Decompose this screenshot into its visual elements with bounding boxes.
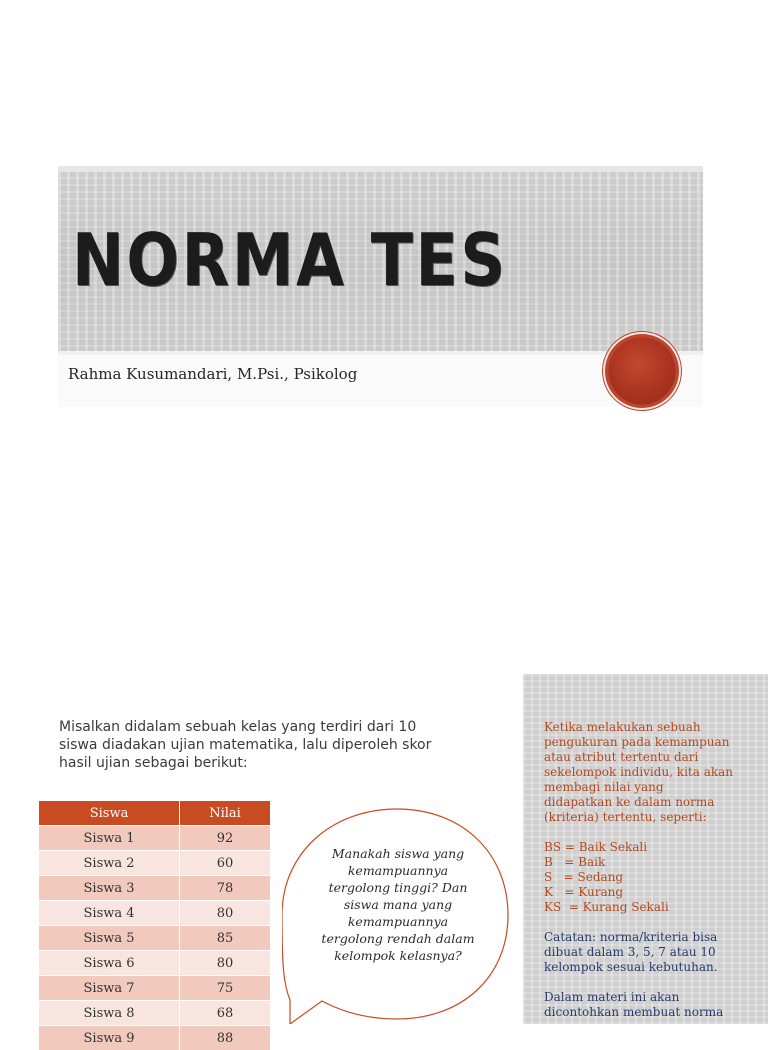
table-row: [39, 876, 271, 901]
table-row: [39, 901, 271, 926]
sidebar-note: Catatan: norma/kriteria bisa dibuat dalam 3, 5, 7 atau 10 kelompok sesuai kebutuhan.: [544, 930, 734, 975]
sidebar-paragraph-3: Dalam materi ini akan dicontohkan membuat norma: [544, 990, 734, 1020]
student-cell: Siswa 6: [39, 951, 180, 976]
criteria-item: K = Kurang: [544, 885, 623, 899]
criteria-item: S = Sedang: [544, 870, 623, 884]
sidebar-panel: [523, 674, 768, 1024]
criteria-item: B = Baik: [544, 855, 605, 869]
intro-paragraph: Misalkan didalam sebuah kelas yang terdiri dari 10 siswa diadakan ujian matematika, lalu diperoleh skor hasil ujian sebagai berikut:: [59, 718, 459, 772]
score-cell: 85: [180, 926, 271, 951]
table-row: [39, 926, 271, 951]
bubble-question: Manakah siswa yang kemampuannya tergolong tinggi? Dan siswa mana yang kemampuannya tergolong rendah dalam kelompok kelasnya?: [318, 845, 478, 964]
column-header-siswa: Siswa: [39, 801, 180, 826]
content-slide: [0, 640, 768, 1024]
student-cell: Siswa 1: [39, 826, 180, 851]
student-cell: Siswa 8: [39, 1001, 180, 1026]
score-table: [39, 801, 271, 1050]
score-cell: 92: [180, 826, 271, 851]
student-cell: Siswa 3: [39, 876, 180, 901]
criteria-item: BS = Baik Sekali: [544, 840, 647, 854]
slide-subtitle: Rahma Kusumandari, M.Psi., Psikolog: [68, 365, 357, 383]
sidebar-text: [544, 720, 734, 1035]
student-cell: Siswa 5: [39, 926, 180, 951]
score-cell: 75: [180, 976, 271, 1001]
subtitle-band: [58, 351, 703, 407]
student-cell: Siswa 9: [39, 1026, 180, 1050]
slide-title: NORMA TES: [72, 218, 508, 302]
table-row: [39, 826, 271, 851]
sidebar-paragraph-1: Ketika melakukan sebuah pengukuran pada kemampuan atau atribut tertentu dari sekelompok individu, kita akan membagi nilai yang didapatkan ke dalam norma (kriteria) tertentu, seperti:: [544, 720, 734, 825]
title-band: [58, 166, 703, 354]
student-cell: Siswa 4: [39, 901, 180, 926]
score-cell: 60: [180, 851, 271, 876]
column-header-nilai: Nilai: [180, 801, 271, 826]
score-cell: 88: [180, 1026, 271, 1050]
student-cell: Siswa 7: [39, 976, 180, 1001]
student-cell: Siswa 2: [39, 851, 180, 876]
table-header-row: [39, 801, 271, 826]
table-row: [39, 1026, 271, 1050]
table-row: [39, 976, 271, 1001]
table-row: [39, 1001, 271, 1026]
criteria-list: [544, 840, 734, 915]
table-row: [39, 851, 271, 876]
decorative-circle-icon: [608, 337, 676, 405]
table-row: [39, 951, 271, 976]
score-cell: 80: [180, 951, 271, 976]
criteria-item: KS = Kurang Sekali: [544, 900, 669, 914]
score-cell: 80: [180, 901, 271, 926]
score-cell: 68: [180, 1001, 271, 1026]
score-cell: 78: [180, 876, 271, 901]
